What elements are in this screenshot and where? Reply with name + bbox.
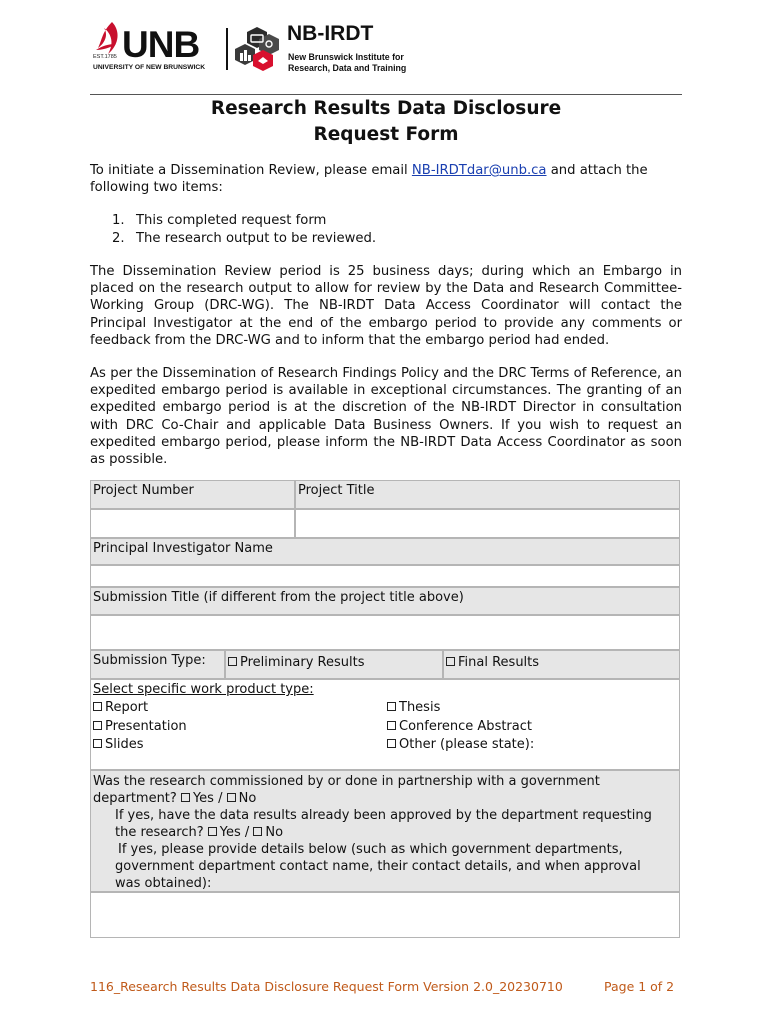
pi-name-field[interactable] xyxy=(90,565,680,587)
work-product-section xyxy=(90,679,680,770)
footer-doc-id: 116_Research Results Data Disclosure Request Form Version 2.0_20230710 xyxy=(90,979,563,994)
attachment-list xyxy=(112,212,376,248)
nbirdt-wordmark: NB-IRDT xyxy=(287,22,374,45)
checkbox-icon[interactable] xyxy=(387,702,396,711)
checkbox-icon[interactable] xyxy=(93,702,102,711)
logo-divider xyxy=(226,28,228,70)
list-item: 1. This completed request form xyxy=(112,213,327,228)
slides-option[interactable]: Slides xyxy=(93,736,187,755)
project-number-label: Project Number xyxy=(90,480,295,509)
thesis-option[interactable]: Thesis xyxy=(387,699,534,718)
gov-question-answer: department? Yes / No xyxy=(93,791,257,806)
list-item: 2. The research output to be reviewed. xyxy=(112,231,377,246)
checkbox-icon[interactable] xyxy=(228,657,237,666)
unb-wordmark: UNB xyxy=(122,24,200,65)
approved-question-answer: the research? Yes / No xyxy=(115,825,284,840)
preliminary-results-option[interactable]: Preliminary Results xyxy=(225,650,443,679)
pi-name-label: Principal Investigator Name xyxy=(90,538,680,565)
submission-type-label: Submission Type: xyxy=(90,650,225,679)
no-checkbox-icon[interactable] xyxy=(227,793,236,802)
project-title-field[interactable] xyxy=(295,509,680,538)
project-title-label: Project Title xyxy=(295,480,680,509)
conference-abstract-option[interactable]: Conference Abstract xyxy=(387,718,534,737)
form-title xyxy=(90,96,682,148)
government-section xyxy=(90,770,680,892)
intro-paragraph xyxy=(90,162,682,196)
checkbox-icon[interactable] xyxy=(387,721,396,730)
intro-text-after: and attach the following two items: xyxy=(90,163,648,196)
project-number-field[interactable] xyxy=(90,509,295,538)
expedited-embargo-paragraph: As per the Dissemination of Research Findings Policy and the DRC Terms of Reference, an expedited embargo period is available in exceptional circumstances. The granting of an expedited embargo period is at the discretion of the NB-IRDT Director in consultation with DRC Co-Chair and applicable Data Business Owners. If you wish to request an expedited embargo period, please inform the NB-IRDT Data Access Coordinator as soon as possible. xyxy=(90,366,682,468)
checkbox-icon[interactable] xyxy=(446,657,455,666)
checkbox-icon[interactable] xyxy=(93,721,102,730)
presentation-option[interactable]: Presentation xyxy=(93,718,187,737)
review-period-paragraph: The Dissemination Review period is 25 business days; during which an Embargo in placed on the research output to allow for review by the Data and Research Committee-Working Group (DRC-WG). The NB-IRDT Data Access Coordinator will contact the Principal Investigator at the end of the embargo period to provide any comments or feedback from the DRC-WG and to inform that the embargo period had ended. xyxy=(90,264,682,348)
gov-question: Was the research commissioned by or done in partnership with a government xyxy=(93,774,600,789)
final-results-option[interactable]: Final Results xyxy=(443,650,680,679)
unb-logo xyxy=(90,20,225,72)
submission-title-label: Submission Title (if different from the project title above) xyxy=(90,587,680,615)
yes-checkbox-icon[interactable] xyxy=(181,793,190,802)
letterhead xyxy=(90,18,682,95)
details-instruction-2: government department contact name, their contact details, and when approval xyxy=(115,859,641,874)
footer-page-number: Page 1 of 2 xyxy=(604,979,675,994)
no-checkbox-icon[interactable] xyxy=(253,827,262,836)
form-title-line2: Request Form xyxy=(313,124,459,145)
nbirdt-cluster-icon xyxy=(233,26,281,72)
checkbox-icon[interactable] xyxy=(387,739,396,748)
checkbox-icon[interactable] xyxy=(93,739,102,748)
approved-question: If yes, have the data results already been approved by the department requesting xyxy=(115,808,652,823)
unb-university-name: UNIVERSITY OF NEW BRUNSWICK xyxy=(93,64,206,71)
details-instruction-3: was obtained): xyxy=(115,876,212,891)
work-product-heading: Select specific work product type: xyxy=(93,682,314,697)
unb-established: EST.1785 xyxy=(93,54,117,60)
nbirdt-tagline-1: New Brunswick Institute for xyxy=(288,52,404,62)
intro-text-before: To initiate a Dissemination Review, please email xyxy=(90,163,412,178)
request-form-table xyxy=(90,480,680,938)
submission-title-field[interactable] xyxy=(90,615,680,650)
government-details-field[interactable] xyxy=(90,892,680,938)
form-title-line1: Research Results Data Disclosure xyxy=(210,98,562,119)
report-option[interactable]: Report xyxy=(93,699,187,718)
other-option[interactable]: Other (please state): xyxy=(387,736,534,755)
details-instruction-1: If yes, please provide details below (such as which government departments, xyxy=(118,842,623,857)
nbirdt-tagline-2: Research, Data and Training xyxy=(288,63,407,73)
yes-checkbox-icon[interactable] xyxy=(208,827,217,836)
email-link[interactable]: NB-IRDTdar@unb.ca xyxy=(411,163,547,178)
